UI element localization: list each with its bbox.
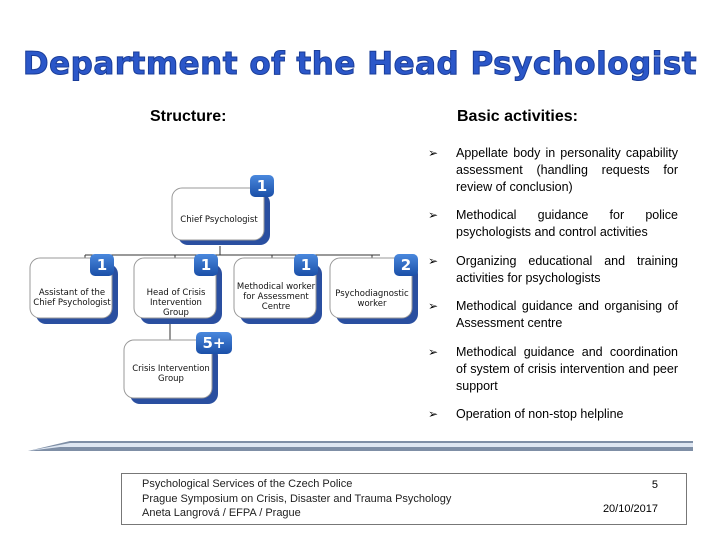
bullet-arrow-icon: ➢ [428,299,439,313]
footer-date: 20/10/2017 [602,503,658,515]
decorative-stripe [28,441,693,451]
methodical-label: Methodical worker for Assessment Centre [236,282,316,312]
page-number: 5 [651,479,658,491]
bullet-arrow-icon: ➢ [428,345,439,359]
assistant-count-badge: 1 [96,256,108,274]
head-crisis-count-badge: 1 [200,256,212,274]
methodical-count-badge: 1 [300,256,312,274]
assistant-label: Assistant of the Chief Psychologist [33,288,111,308]
footer-event: Prague Symposium on Crisis, Disaster and Trauma Psychology [142,493,452,505]
bullet-arrow-icon: ➢ [428,407,439,421]
bullet-arrow-icon: ➢ [428,146,439,160]
head-crisis-label: Head of Crisis Intervention Group [146,288,206,318]
crisis-group-count-badge: 5+ [202,334,226,352]
crisis-group-label: Crisis Intervention Group [132,364,210,384]
psychodiag-count-badge: 2 [400,256,412,274]
slide-footer [121,473,687,525]
activities-heading: Basic activities: [457,108,578,125]
bullet-arrow-icon: ➢ [428,208,439,222]
structure-heading: Structure: [150,108,227,125]
footer-author: Aneta Langrová / EFPA / Prague [142,507,301,519]
chief-count-badge: 1 [256,177,268,195]
chief-label: Chief Psychologist [180,215,258,225]
footer-organization: Psychological Services of the Czech Police [142,478,353,490]
slide-title: Department of the Head Psychologist [22,46,698,82]
psychodiag-label: Psychodiagnostic worker [335,289,409,309]
bullet-arrow-icon: ➢ [428,254,439,268]
